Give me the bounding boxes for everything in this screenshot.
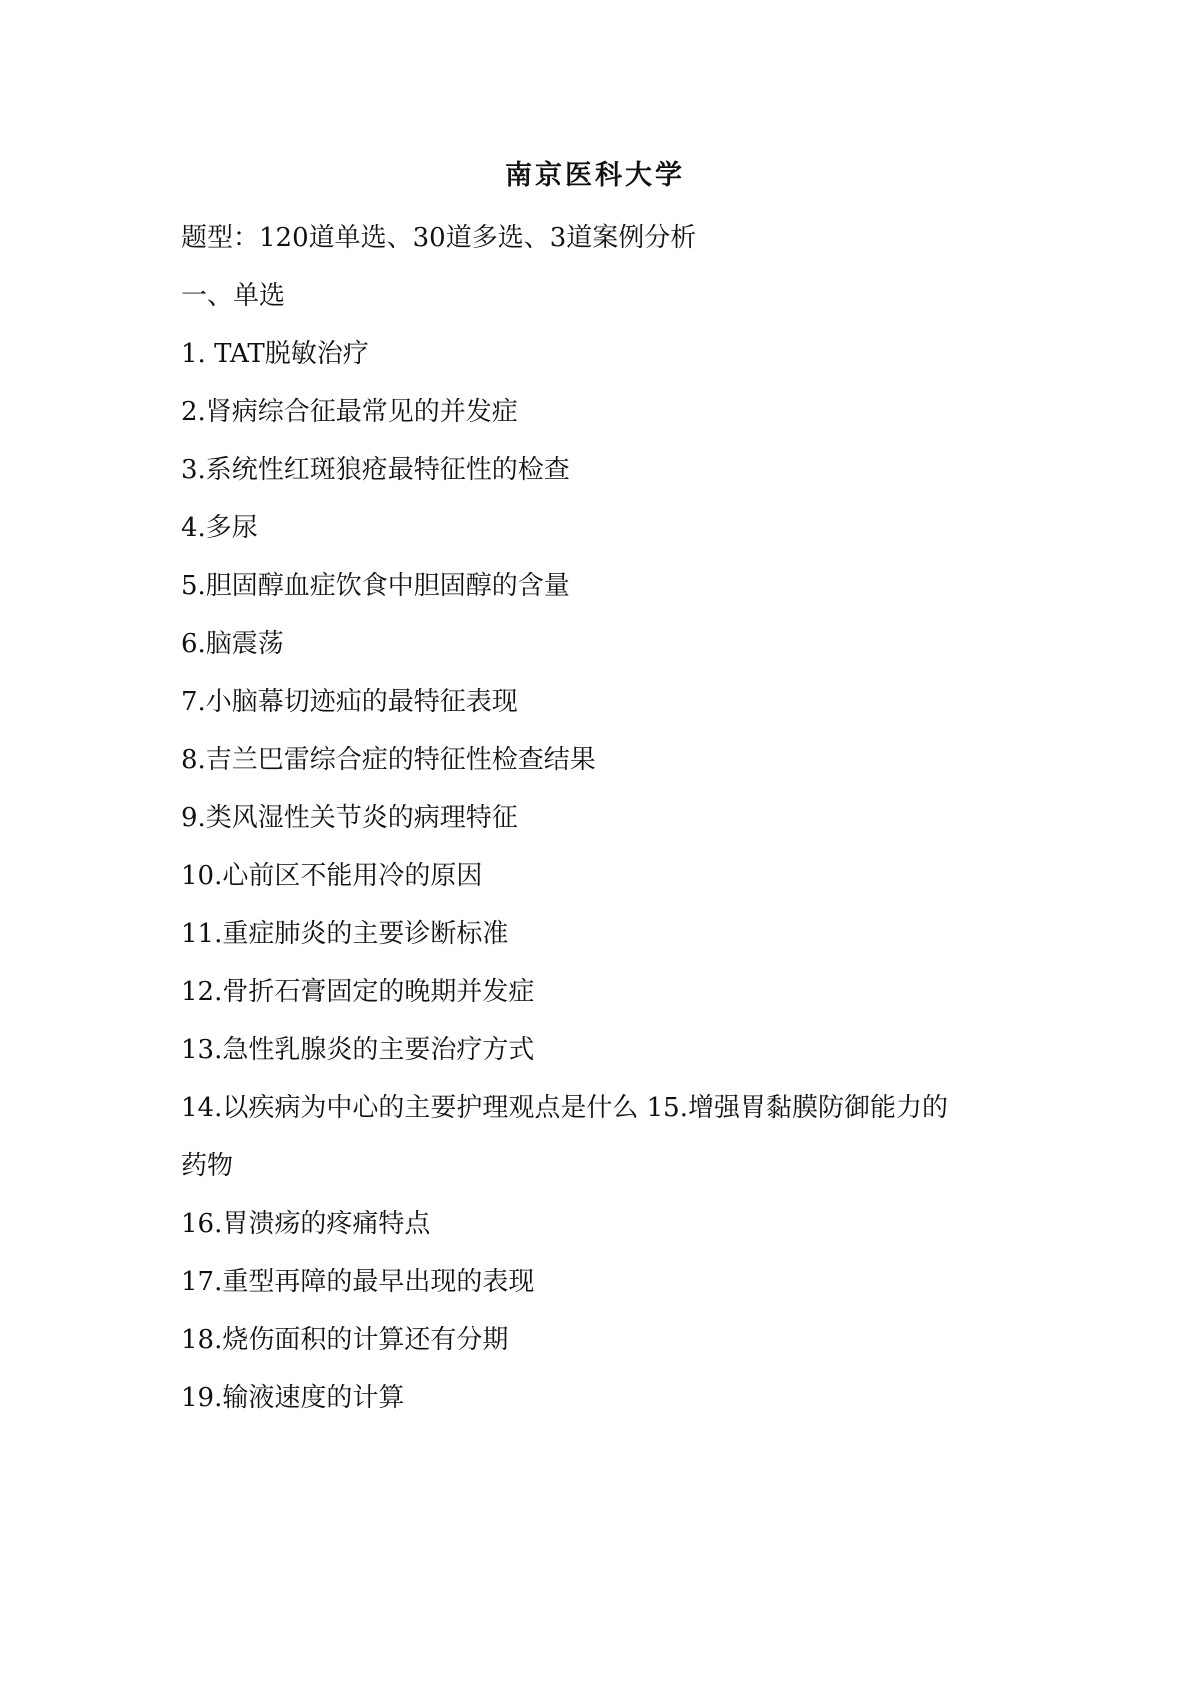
question-item: 19.输液速度的计算 xyxy=(181,1383,405,1413)
question-item: 8.吉兰巴雷综合症的特征性检查结果 xyxy=(181,745,596,775)
question-item: 14.以疾病为中心的主要护理观点是什么 15.增强胃黏膜防御能力的 xyxy=(181,1093,948,1123)
question-item: 18.烧伤面积的计算还有分期 xyxy=(181,1325,509,1355)
question-item: 11.重症肺炎的主要诊断标准 xyxy=(181,919,509,949)
question-item: 5.胆固醇血症饮食中胆固醇的含量 xyxy=(181,571,570,601)
question-item: 7.小脑幕切迹疝的最特征表现 xyxy=(181,687,518,717)
question-item: 16.胃溃疡的疼痛特点 xyxy=(181,1209,431,1239)
question-item: 6.脑震荡 xyxy=(181,629,284,659)
question-item: 2.肾病综合征最常见的并发症 xyxy=(181,397,518,427)
question-item: 3.系统性红斑狼疮最特征性的检查 xyxy=(181,455,570,485)
question-item: 9.类风湿性关节炎的病理特征 xyxy=(181,803,518,833)
question-item: 17.重型再障的最早出现的表现 xyxy=(181,1267,535,1297)
question-item: 10.心前区不能用冷的原因 xyxy=(181,861,483,891)
page-title: 南京医科大学 xyxy=(505,160,685,191)
question-item-continuation: 药物 xyxy=(181,1151,234,1181)
question-item: 12.骨折石膏固定的晚期并发症 xyxy=(181,977,535,1007)
question-item: 1. TAT脱敏治疗 xyxy=(181,339,369,369)
section-heading: 一、单选 xyxy=(181,281,286,311)
question-item: 4.多尿 xyxy=(181,513,258,543)
question-item: 13.急性乳腺炎的主要治疗方式 xyxy=(181,1035,535,1065)
question-types-line: 题型：120道单选、30道多选、3道案例分析 xyxy=(181,223,697,253)
